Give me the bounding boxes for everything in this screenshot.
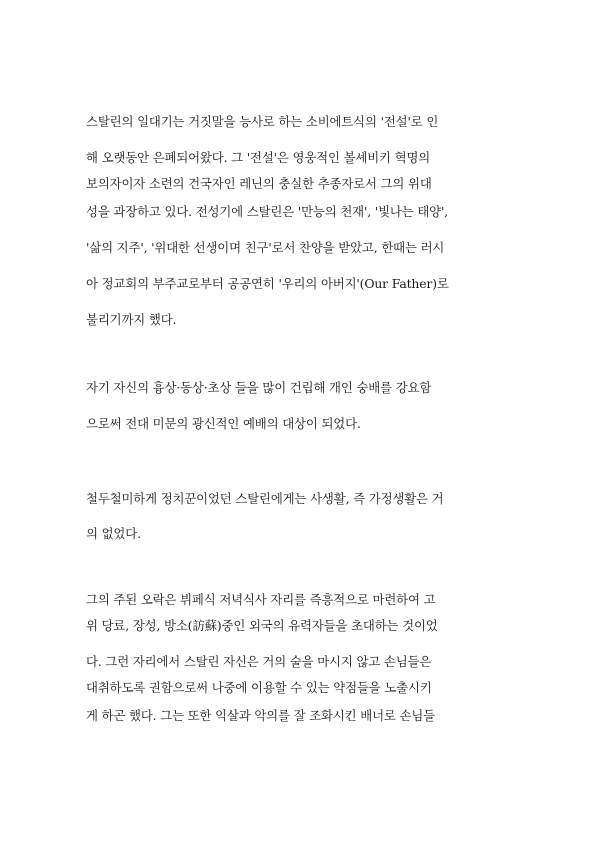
text-line: 불리기까지 했다. xyxy=(86,312,177,327)
text-line: 해 오랫동안 은폐되어왔다. 그 '전설'은 영웅적인 볼셰비키 혁명의 xyxy=(86,150,431,165)
text-line: 성을 과장하고 있다. 전성기에 스탈린은 '만능의 천재', '빛나는 태양', xyxy=(86,204,449,219)
text-line: 다. 그런 자리에서 스탈린 자신은 거의 술을 마시지 않고 손님들은 xyxy=(86,654,432,669)
text-line: 철두철미하게 정치꾼이었던 스탈린에게는 사생활, 즉 가정생활은 거 xyxy=(86,491,444,506)
text-line: 보의자이자 소련의 건국자인 레닌의 충실한 추종자로서 그의 위대 xyxy=(86,176,432,191)
text-line: 위 당료, 장성, 방소(訪蘇)중인 외국의 유력자들을 초대하는 것이었 xyxy=(86,618,438,633)
text-line: 스탈린의 일대기는 거짓말을 능사로 하는 소비에트식의 '전설'로 인 xyxy=(86,114,439,129)
text-line: 게 하곤 했다. 그는 또한 익살과 악의를 잘 조화시킨 배너로 손님들 xyxy=(86,708,435,723)
text-line: 자기 자신의 흉상·동상·초상 들을 많이 건립해 개인 숭배를 강요함 xyxy=(86,380,432,395)
text-line: 의 없었다. xyxy=(86,526,141,541)
text-line: 대취하도록 권함으로써 나중에 이용할 수 있는 약점들을 노출시키 xyxy=(86,680,432,695)
text-line: 아 정교회의 부주교로부터 공공연히 '우리의 아버지'(Our Father)로 xyxy=(86,276,449,291)
text-line: 그의 주된 오락은 뷔페식 저녁식사 자리를 즉흥적으로 마련하여 고 xyxy=(86,592,436,607)
text-line: 으로써 전대 미문의 광신적인 예배의 대상이 되었다. xyxy=(86,416,361,431)
text-line: '삶의 지주', '위대한 선생이며 친구'로서 찬양을 받았고, 한때는 러시 xyxy=(86,240,445,255)
